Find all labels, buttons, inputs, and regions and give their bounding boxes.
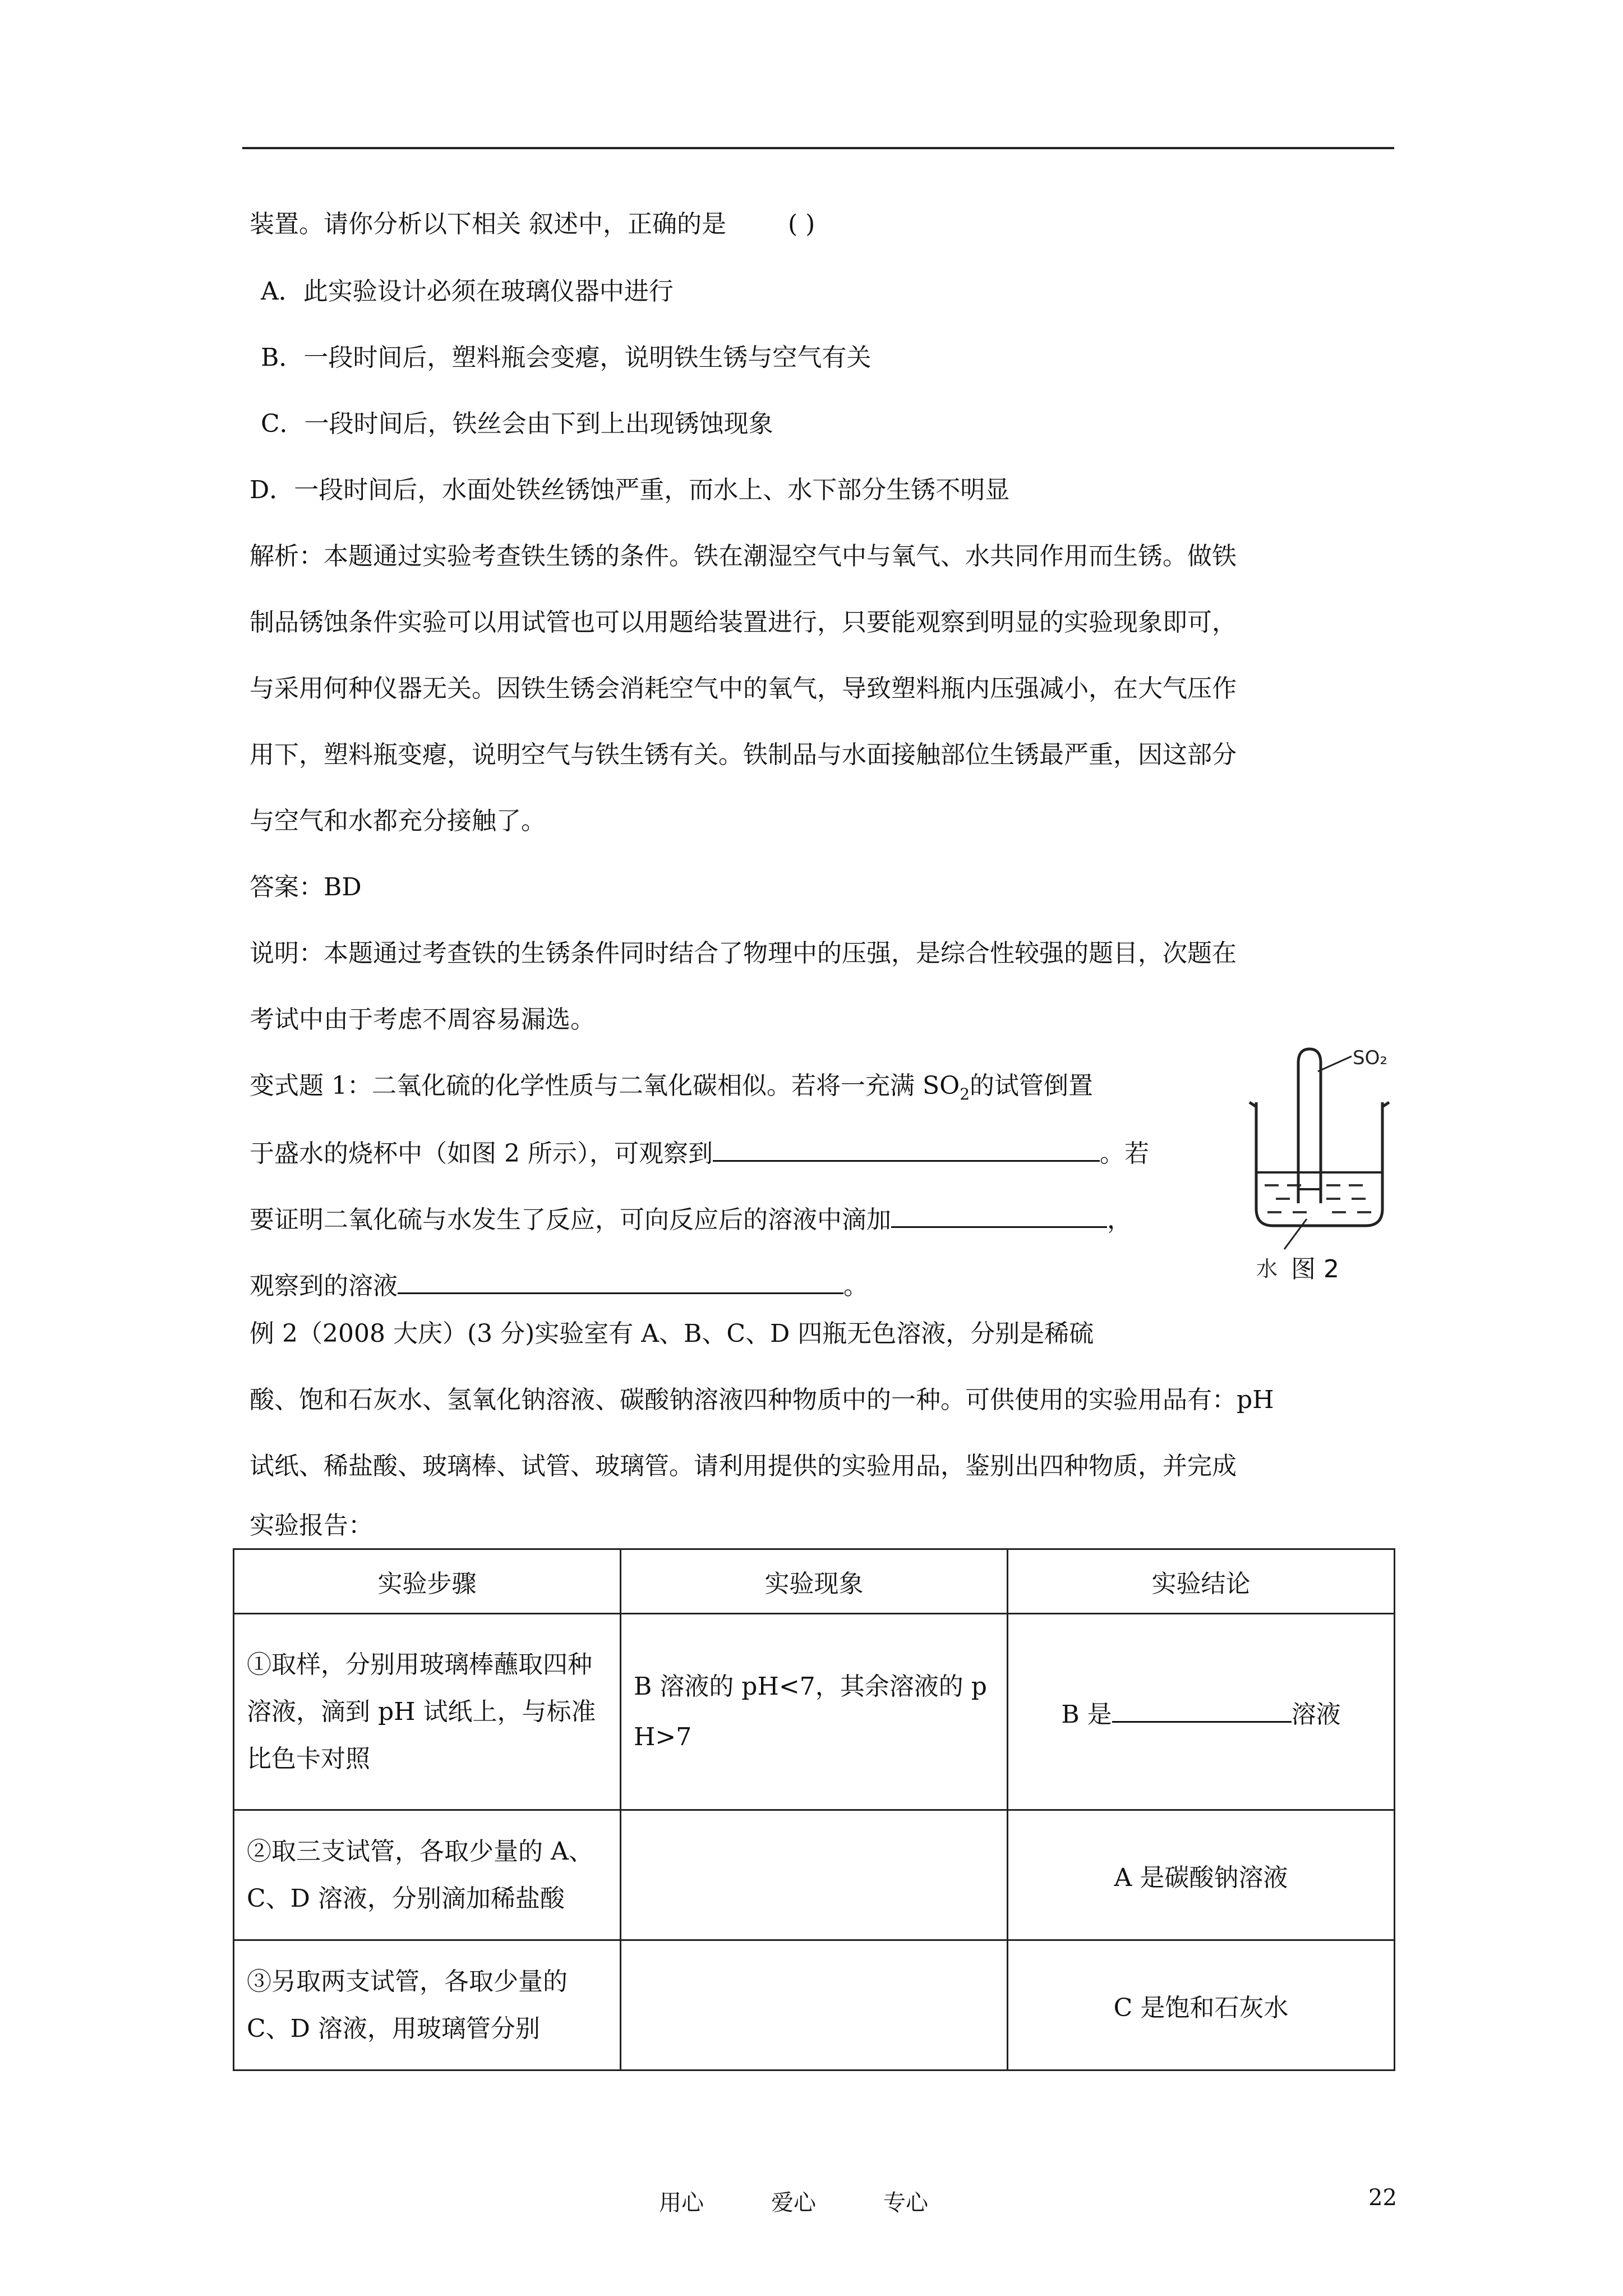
- so2-leader-line: [1318, 1056, 1352, 1071]
- variant-line-2: [250, 1135, 1149, 1171]
- table-row: [234, 1614, 1395, 1810]
- footer-motto-3: 专心: [883, 2190, 928, 2216]
- so2-subscript: 2: [960, 1084, 970, 1103]
- explanation-line-1: 说明：本题通过考查铁的生锈条件同时结合了物理中的压强，是综合性较强的题目，次题在: [250, 939, 1237, 968]
- blank-b-identity[interactable]: [1112, 1696, 1292, 1723]
- option-c: C．一段时间后，铁丝会由下到上出现锈蚀现象: [261, 409, 773, 438]
- experiment-report-table: [233, 1548, 1395, 2071]
- variant-line-1: [250, 1069, 1093, 1111]
- question-stem: 装置。请你分析以下相关 叙述中，正确的是: [250, 210, 726, 238]
- variant-line-1-text: 变式题 1：二氧化硫的化学性质与二氧化碳相似。若将一充满 SO: [250, 1071, 960, 1100]
- question-stem-line: [250, 208, 815, 241]
- explanation-line-2: 考试中由于考虑不周容易漏选。: [250, 1005, 595, 1034]
- footer-motto-1: 用心: [659, 2190, 704, 2216]
- row1-step: ①取样，分别用玻璃棒蘸取四种溶液，滴到 pH 试纸上，与标准比色卡对照: [234, 1614, 621, 1810]
- analysis-line-3: 与采用何种仪器无关。因铁生锈会消耗空气中的氧气，导致塑料瓶内压强减小，在大气压作: [250, 674, 1237, 703]
- analysis-line-2: 制品锈蚀条件实验可以用试管也可以用题给装置进行，只要能观察到明显的实验现象即可，: [250, 608, 1237, 637]
- row3-conclusion: C 是饱和石灰水: [1008, 1940, 1395, 2070]
- table-row: [234, 1940, 1395, 2070]
- row2-phenomenon[interactable]: [621, 1810, 1008, 1940]
- answer-line: 答案：BD: [250, 873, 362, 901]
- row1-conclusion-suffix: 溶液: [1291, 1700, 1341, 1729]
- row2-conclusion: A 是碳酸钠溶液: [1008, 1810, 1395, 1940]
- blank-reagent[interactable]: [891, 1202, 1107, 1228]
- row1-conclusion: [1008, 1614, 1395, 1810]
- row2-step: ②取三支试管，各取少量的 A、C、D 溶液，分别滴加稀盐酸: [234, 1810, 621, 1940]
- example2-line-3: 试纸、稀盐酸、玻璃棒、试管、玻璃管。请利用提供的实验用品，鉴别出四种物质，并完成: [250, 1452, 1237, 1480]
- page-number: 22: [1368, 2185, 1397, 2211]
- row3-phenomenon[interactable]: [621, 1940, 1008, 2070]
- header-phenomenon: 实验现象: [621, 1549, 1008, 1614]
- variant-line-2-tail: 。若: [1099, 1139, 1149, 1168]
- header-rule: [242, 147, 1394, 149]
- blank-observation[interactable]: [713, 1135, 1100, 1162]
- example2-line-1: 例 2（2008 大庆）(3 分)实验室有 A、B、C、D 四瓶无色溶液，分别是稀硫: [250, 1319, 1094, 1348]
- footer-motto-2: 爱心: [771, 2190, 816, 2216]
- variant-line-1-tail: 的试管倒置: [970, 1071, 1094, 1100]
- table-header-row: [234, 1549, 1395, 1614]
- variant-line-4-tail: 。: [843, 1272, 868, 1300]
- analysis-line-5: 与空气和水都充分接触了。: [250, 807, 546, 835]
- analysis-line-4: 用下，塑料瓶变瘪，说明空气与铁生锈有关。铁制品与水面接触部位生锈最严重，因这部分: [250, 740, 1237, 769]
- row1-conclusion-prefix: B 是: [1061, 1700, 1112, 1729]
- row1-phenomenon: B 溶液的 pH<7，其余溶液的 pH>7: [621, 1614, 1008, 1810]
- option-b: B．一段时间后，塑料瓶会变瘪，说明铁生锈与空气有关: [261, 343, 872, 372]
- option-a: A．此实验设计必须在玻璃仪器中进行: [261, 277, 674, 306]
- header-step: 实验步骤: [234, 1549, 621, 1614]
- option-d: D．一段时间后，水面处铁丝锈蚀严重，而水上、水下部分生锈不明显: [250, 476, 1010, 504]
- variant-line-3: [250, 1202, 1132, 1237]
- water-label: 水: [1256, 1257, 1278, 1281]
- example2-line-2: 酸、饱和石灰水、氢氧化钠溶液、碳酸钠溶液四种物质中的一种。可供使用的实验用品有：pH: [250, 1386, 1274, 1414]
- inverted-test-tube: [1298, 1049, 1321, 1203]
- variant-line-2-text: 于盛水的烧杯中（如图 2 所示），可观察到: [250, 1139, 713, 1168]
- example2-line-4: 实验报告：: [250, 1511, 373, 1540]
- variant-line-3-text: 要证明二氧化硫与水发生了反应，可向反应后的溶液中滴加: [250, 1205, 891, 1234]
- variant-line-3-tail: ，: [1107, 1205, 1132, 1234]
- variant-line-4: [250, 1268, 868, 1303]
- variant-line-4-text: 观察到的溶液: [250, 1272, 398, 1300]
- analysis-line-1: 解析：本题通过实验考查铁生锈的条件。铁在潮湿空气中与氧气、水共同作用而生锈。做铁: [250, 542, 1237, 570]
- so2-label: SO₂: [1353, 1047, 1387, 1069]
- figure-caption: 图 2: [1291, 1255, 1339, 1283]
- answer-paren: ( ): [788, 210, 815, 238]
- header-conclusion: 实验结论: [1008, 1549, 1395, 1614]
- table-row: [234, 1810, 1395, 1940]
- water-leader-line: [1284, 1219, 1307, 1249]
- blank-solution-observation[interactable]: [398, 1268, 843, 1294]
- figure-2-beaker-diagram: [1223, 1041, 1408, 1287]
- row3-step: ③另取两支试管，各取少量的 C、D 溶液，用玻璃管分别: [234, 1940, 621, 2070]
